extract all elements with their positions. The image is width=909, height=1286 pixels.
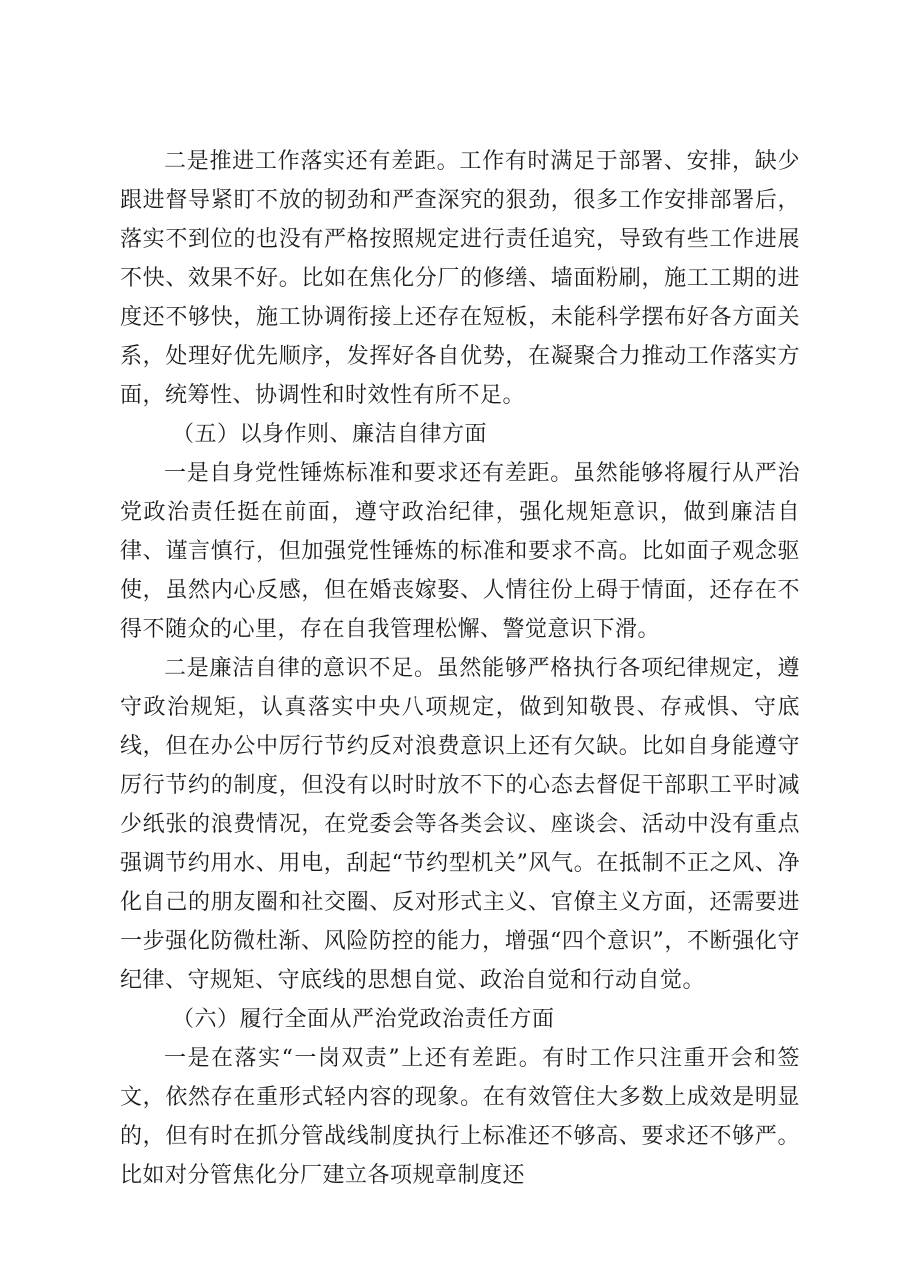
- body-paragraph: 二是推进工作落实还有差距。工作有时满足于部署、安排，缺少跟进督导紧盯不放的韧劲和严查深究的狠劲，很多工作安排部署后，落实不到位的也没有严格按照规定进行责任追究，导致有些工作进展不快、效果不好。比如在焦化分厂的修缮、墙面粉刷，施工工期的进度还不够快，施工协调衔接上还存在短板，未能科学摆布好各方面关系，处理好优先顺序，发挥好各自优势，在凝聚合力推动工作落实方面，统筹性、协调性和时效性有所不足。: [120, 149, 800, 408]
- section-heading: （六）履行全面从严治党政治责任方面: [172, 1007, 555, 1032]
- document-body: [120, 142, 800, 1195]
- body-paragraph: 一是自身党性锤炼标准和要求还有差距。虽然能够将履行从严治党政治责任挺在前面，遵守政治纪律，强化规矩意识，做到廉洁自律、谨言慎行，但加强党性锤炼的标准和要求不高。比如面子观念驱使，虽然内心反感，但在婚丧嫁娶、人情往份上碍于情面，还存在不得不随众的心里，存在自我管理松懈、警觉意识下滑。: [120, 461, 800, 642]
- body-paragraph: 一是在落实“一岗双责”上还有差距。有时工作只注重开会和签文，依然存在重形式轻内容的现象。在有效管住大多数上成效是明显的，但有时在抓分管战线制度执行上标准还不够高、要求还不够严。比如对分管焦化分厂建立各项规章制度还: [120, 1046, 800, 1188]
- body-paragraph: 二是廉洁自律的意识不足。虽然能够严格执行各项纪律规定，遵守政治规矩，认真落实中央八项规定，做到知敬畏、存戒惧、守底线，但在办公中厉行节约反对浪费意识上还有欠缺。比如自身能遵守厉行节约的制度，但没有以时时放不下的心态去督促干部职工平时减少纸张的浪费情况，在党委会等各类会议、座谈会、活动中没有重点强调节约用水、用电，刮起“节约型机关”风气。在抵制不正之风、净化自己的朋友圈和社交圈、反对形式主义、官僚主义方面，还需要进一步强化防微杜渐、风险防控的能力，增强“四个意识”，不断强化守纪律、守规矩、守底线的思想自觉、政治自觉和行动自觉。: [120, 656, 800, 993]
- section-heading: （五）以身作则、廉洁自律方面: [172, 422, 488, 447]
